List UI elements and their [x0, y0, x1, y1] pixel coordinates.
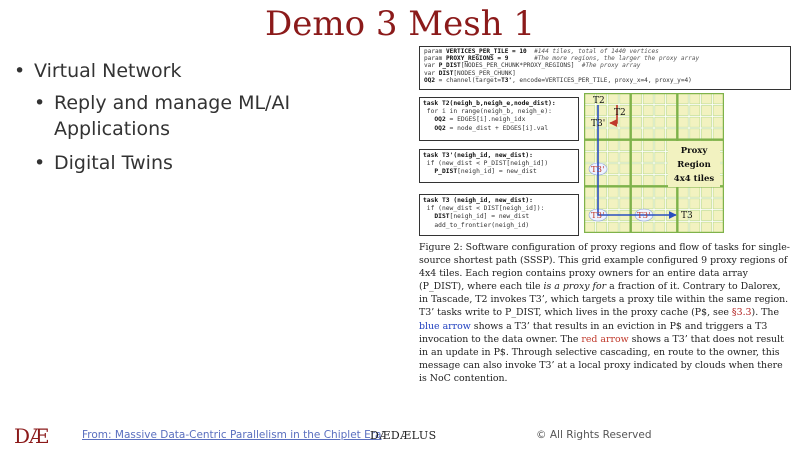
tile-cell	[643, 152, 653, 162]
task-t3prime-header: task T3'(neigh_id, new_dist):	[423, 152, 533, 159]
tile-cell	[585, 140, 595, 150]
task-t3-line: add_to_frontier(neigh_id)	[423, 221, 530, 229]
tile-cell	[666, 94, 676, 104]
tile-cell	[585, 222, 595, 232]
tile-cell	[678, 187, 688, 197]
tile-cell	[713, 210, 723, 220]
task-t3-code-box: task T3 (neigh_id, new_dist): if (new_dist < DIST[neigh_id]): DIST[neigh_id] = new_dist add_to_frontier(neigh_id)	[419, 194, 579, 236]
tile-cell	[701, 199, 711, 209]
tile-cell	[631, 199, 641, 209]
label-region: Region	[677, 160, 711, 170]
tile-cell	[701, 94, 711, 104]
tile-cell	[678, 94, 688, 104]
label-proxy: Proxy	[680, 146, 708, 156]
tile-cell	[643, 187, 653, 197]
tile-cell	[620, 175, 630, 185]
tile-cell	[701, 222, 711, 232]
tile-cell	[643, 222, 653, 232]
code-line-4: var DIST[NODES_PER_CHUNK]	[424, 69, 516, 77]
tile-cell	[713, 222, 723, 232]
tile-cell	[690, 199, 700, 209]
tile-cell	[608, 199, 618, 209]
tile-cell	[655, 129, 665, 139]
code-line-1: param VERTICES_PER_TILE = 10 #144 tiles, total of 1440 vertices	[424, 48, 659, 55]
tile-cell	[631, 187, 641, 197]
sub-bullet-digital-twins: • Digital Twins	[34, 150, 394, 176]
label-t3prime-bottom-mid: T3'	[637, 211, 651, 221]
tile-cell	[666, 199, 676, 209]
tile-cell	[643, 94, 653, 104]
tile-cell	[713, 94, 723, 104]
tile-cell	[690, 187, 700, 197]
tile-cell	[701, 210, 711, 220]
tile-cell	[690, 222, 700, 232]
label-t3prime-top: T3'	[591, 119, 606, 129]
tile-cell	[643, 105, 653, 115]
tile-cell	[690, 105, 700, 115]
copyright-notice: © All Rights Reserved	[536, 429, 652, 441]
task-t3prime-line: if (new_dist < P_DIST[neigh_id])	[423, 160, 549, 168]
label-t3prime-bottom-left: T3'	[591, 211, 605, 221]
task-t2-line: = EDGES[i].neigh_idx	[445, 116, 526, 124]
tile-cell	[690, 117, 700, 127]
tile-cell	[620, 94, 630, 104]
tile-cell	[620, 199, 630, 209]
task-t3-line: [neigh_id] = new_dist	[449, 213, 530, 221]
tile-cell	[678, 117, 688, 127]
task-t2-header: task T2(neigh_b,neigh_e,node_dist):	[423, 100, 556, 107]
sub-bullet-reply-manage: • Reply and manage ML/AI Applications	[34, 90, 394, 142]
figure-caption: Figure 2: Software configuration of proxy regions and flow of tasks for single-source shortest path (SSSP). This grid example configured 9 proxy regions of 4x4 tiles. Each region contains proxy owners for an entire data array (P_DIST), where each tile is a proxy for a fraction of it. Contrary to Dalorex, in Tascade, T2 invokes T3’, which targets a proxy tile within the same region. T3’ tasks write to P_DIST, which lives in the proxy cache (P$, see §3.3). The blue arrow shows a T3’ that results in an eviction in P$ and triggers a T3 invocation to the data owner. The red arrow shows a T3’ that does not result in an update in P$. Through selective cascading, en route to the owner, this message can also invoke T3’ at a local proxy indicated by clouds when there is NoC contention.	[419, 242, 790, 384]
tile-cell	[631, 222, 641, 232]
tile-cell	[701, 129, 711, 139]
tile-cell	[666, 129, 676, 139]
task-t3prime-code-box: task T3'(neigh_id, new_dist): if (new_dist < P_DIST[neigh_id]) P_DIST[neigh_id] = new_dist	[419, 149, 579, 183]
tile-cell	[655, 105, 665, 115]
tile-cell	[643, 129, 653, 139]
tile-cell	[585, 199, 595, 209]
tile-cell	[701, 187, 711, 197]
task-t3prime-line: [neigh_id] = new_dist	[457, 168, 537, 176]
code-line-2: param PROXY_REGIONS = 9 #The more regions, the larger the proxy array	[424, 55, 700, 63]
task-t3-line: if (new_dist < DIST[neigh_id]):	[423, 205, 545, 213]
tile-cell	[666, 105, 676, 115]
tile-cell	[631, 129, 641, 139]
task-t2-line: = node_dist + EDGES[i].val	[445, 124, 549, 132]
task-t2-code-box: task T2(neigh_b,neigh_e,node_dist): for i in range(neigh_b, neigh_e): OQ2 = EDGES[i].neigh_idx OQ2 = node_dist + EDGES[i].val	[419, 97, 579, 141]
tile-cell	[666, 222, 676, 232]
bullet-list	[14, 58, 394, 184]
tile-cell	[596, 222, 606, 232]
tile-cell	[631, 117, 641, 127]
tile-cell	[655, 140, 665, 150]
tile-cell	[643, 117, 653, 127]
tile-cell	[655, 152, 665, 162]
tile-cell	[631, 175, 641, 185]
task-t3-header: task T3 (neigh_id, new_dist):	[423, 197, 533, 204]
tile-cell	[608, 164, 618, 174]
tile-cell	[608, 152, 618, 162]
tile-cell	[608, 187, 618, 197]
tile-cell	[701, 117, 711, 127]
slide-title: Demo 3 Mesh 1	[264, 4, 536, 44]
tile-cell	[655, 117, 665, 127]
tile-cell	[713, 187, 723, 197]
brand-wordmark: DÆDÆLUS	[370, 429, 437, 442]
tile-cell	[585, 129, 595, 139]
tile-cell	[713, 105, 723, 115]
tile-cell	[678, 199, 688, 209]
label-t2-top: T2	[593, 96, 605, 106]
label-t3-end: T3	[681, 211, 693, 221]
tile-cell	[643, 164, 653, 174]
tile-cell	[585, 152, 595, 162]
tile-cell	[713, 129, 723, 139]
tile-cell	[655, 164, 665, 174]
tile-cell	[620, 117, 630, 127]
tile-cell	[608, 140, 618, 150]
tile-cell	[655, 222, 665, 232]
tile-cell	[620, 222, 630, 232]
tile-cell	[690, 129, 700, 139]
tile-cell	[655, 94, 665, 104]
tile-cell	[690, 94, 700, 104]
daedalus-logo: DÆ	[14, 424, 49, 448]
tile-cell	[655, 199, 665, 209]
tile-cell	[643, 175, 653, 185]
proxy-grid-svg	[584, 93, 724, 233]
tile-cell	[655, 175, 665, 185]
tile-cell	[585, 175, 595, 185]
proxy-region-grid-figure	[584, 93, 724, 233]
code-line-3: var P_DIST[NODES_PER_CHUNK*PROXY_REGIONS] #The proxy array	[424, 62, 641, 70]
tile-cell	[678, 222, 688, 232]
tile-cell	[631, 152, 641, 162]
tile-cell	[643, 140, 653, 150]
label-t2-right: T2	[614, 108, 626, 118]
source-paper-link[interactable]: From: Massive Data-Centric Parallelism in the Chiplet Era	[82, 429, 382, 441]
tile-cell	[608, 129, 618, 139]
code-line-5: OQ2 = channel(target=T3', encode=VERTICES_PER_TILE, proxy_x=4, proxy_y=4)	[424, 76, 692, 84]
tile-cell	[643, 199, 653, 209]
task-t2-line: for i in range(neigh_b, neigh_e):	[423, 108, 552, 116]
label-4x4-tiles: 4x4 tiles	[673, 174, 715, 184]
tile-cell	[620, 152, 630, 162]
tile-cell	[713, 117, 723, 127]
tile-cell	[608, 94, 618, 104]
tile-cell	[585, 187, 595, 197]
tile-cell	[620, 187, 630, 197]
tile-cell	[631, 164, 641, 174]
tile-cell	[620, 164, 630, 174]
tile-cell	[701, 105, 711, 115]
tile-cell	[631, 105, 641, 115]
tile-cell	[655, 187, 665, 197]
tile-cell	[713, 199, 723, 209]
param-code-box	[419, 46, 791, 90]
bullet-virtual-network: • Virtual Network	[14, 58, 394, 84]
tile-cell	[666, 117, 676, 127]
tile-cell	[631, 94, 641, 104]
tile-cell	[585, 105, 595, 115]
section-ref-link[interactable]: §3.3	[731, 307, 752, 319]
tile-cell	[631, 140, 641, 150]
tile-cell	[608, 222, 618, 232]
tile-cell	[620, 140, 630, 150]
tile-cell	[678, 105, 688, 115]
tile-cell	[620, 129, 630, 139]
tile-cell	[666, 187, 676, 197]
tile-cell	[608, 175, 618, 185]
label-t3prime-mid: T3'	[591, 165, 605, 175]
tile-cell	[678, 129, 688, 139]
